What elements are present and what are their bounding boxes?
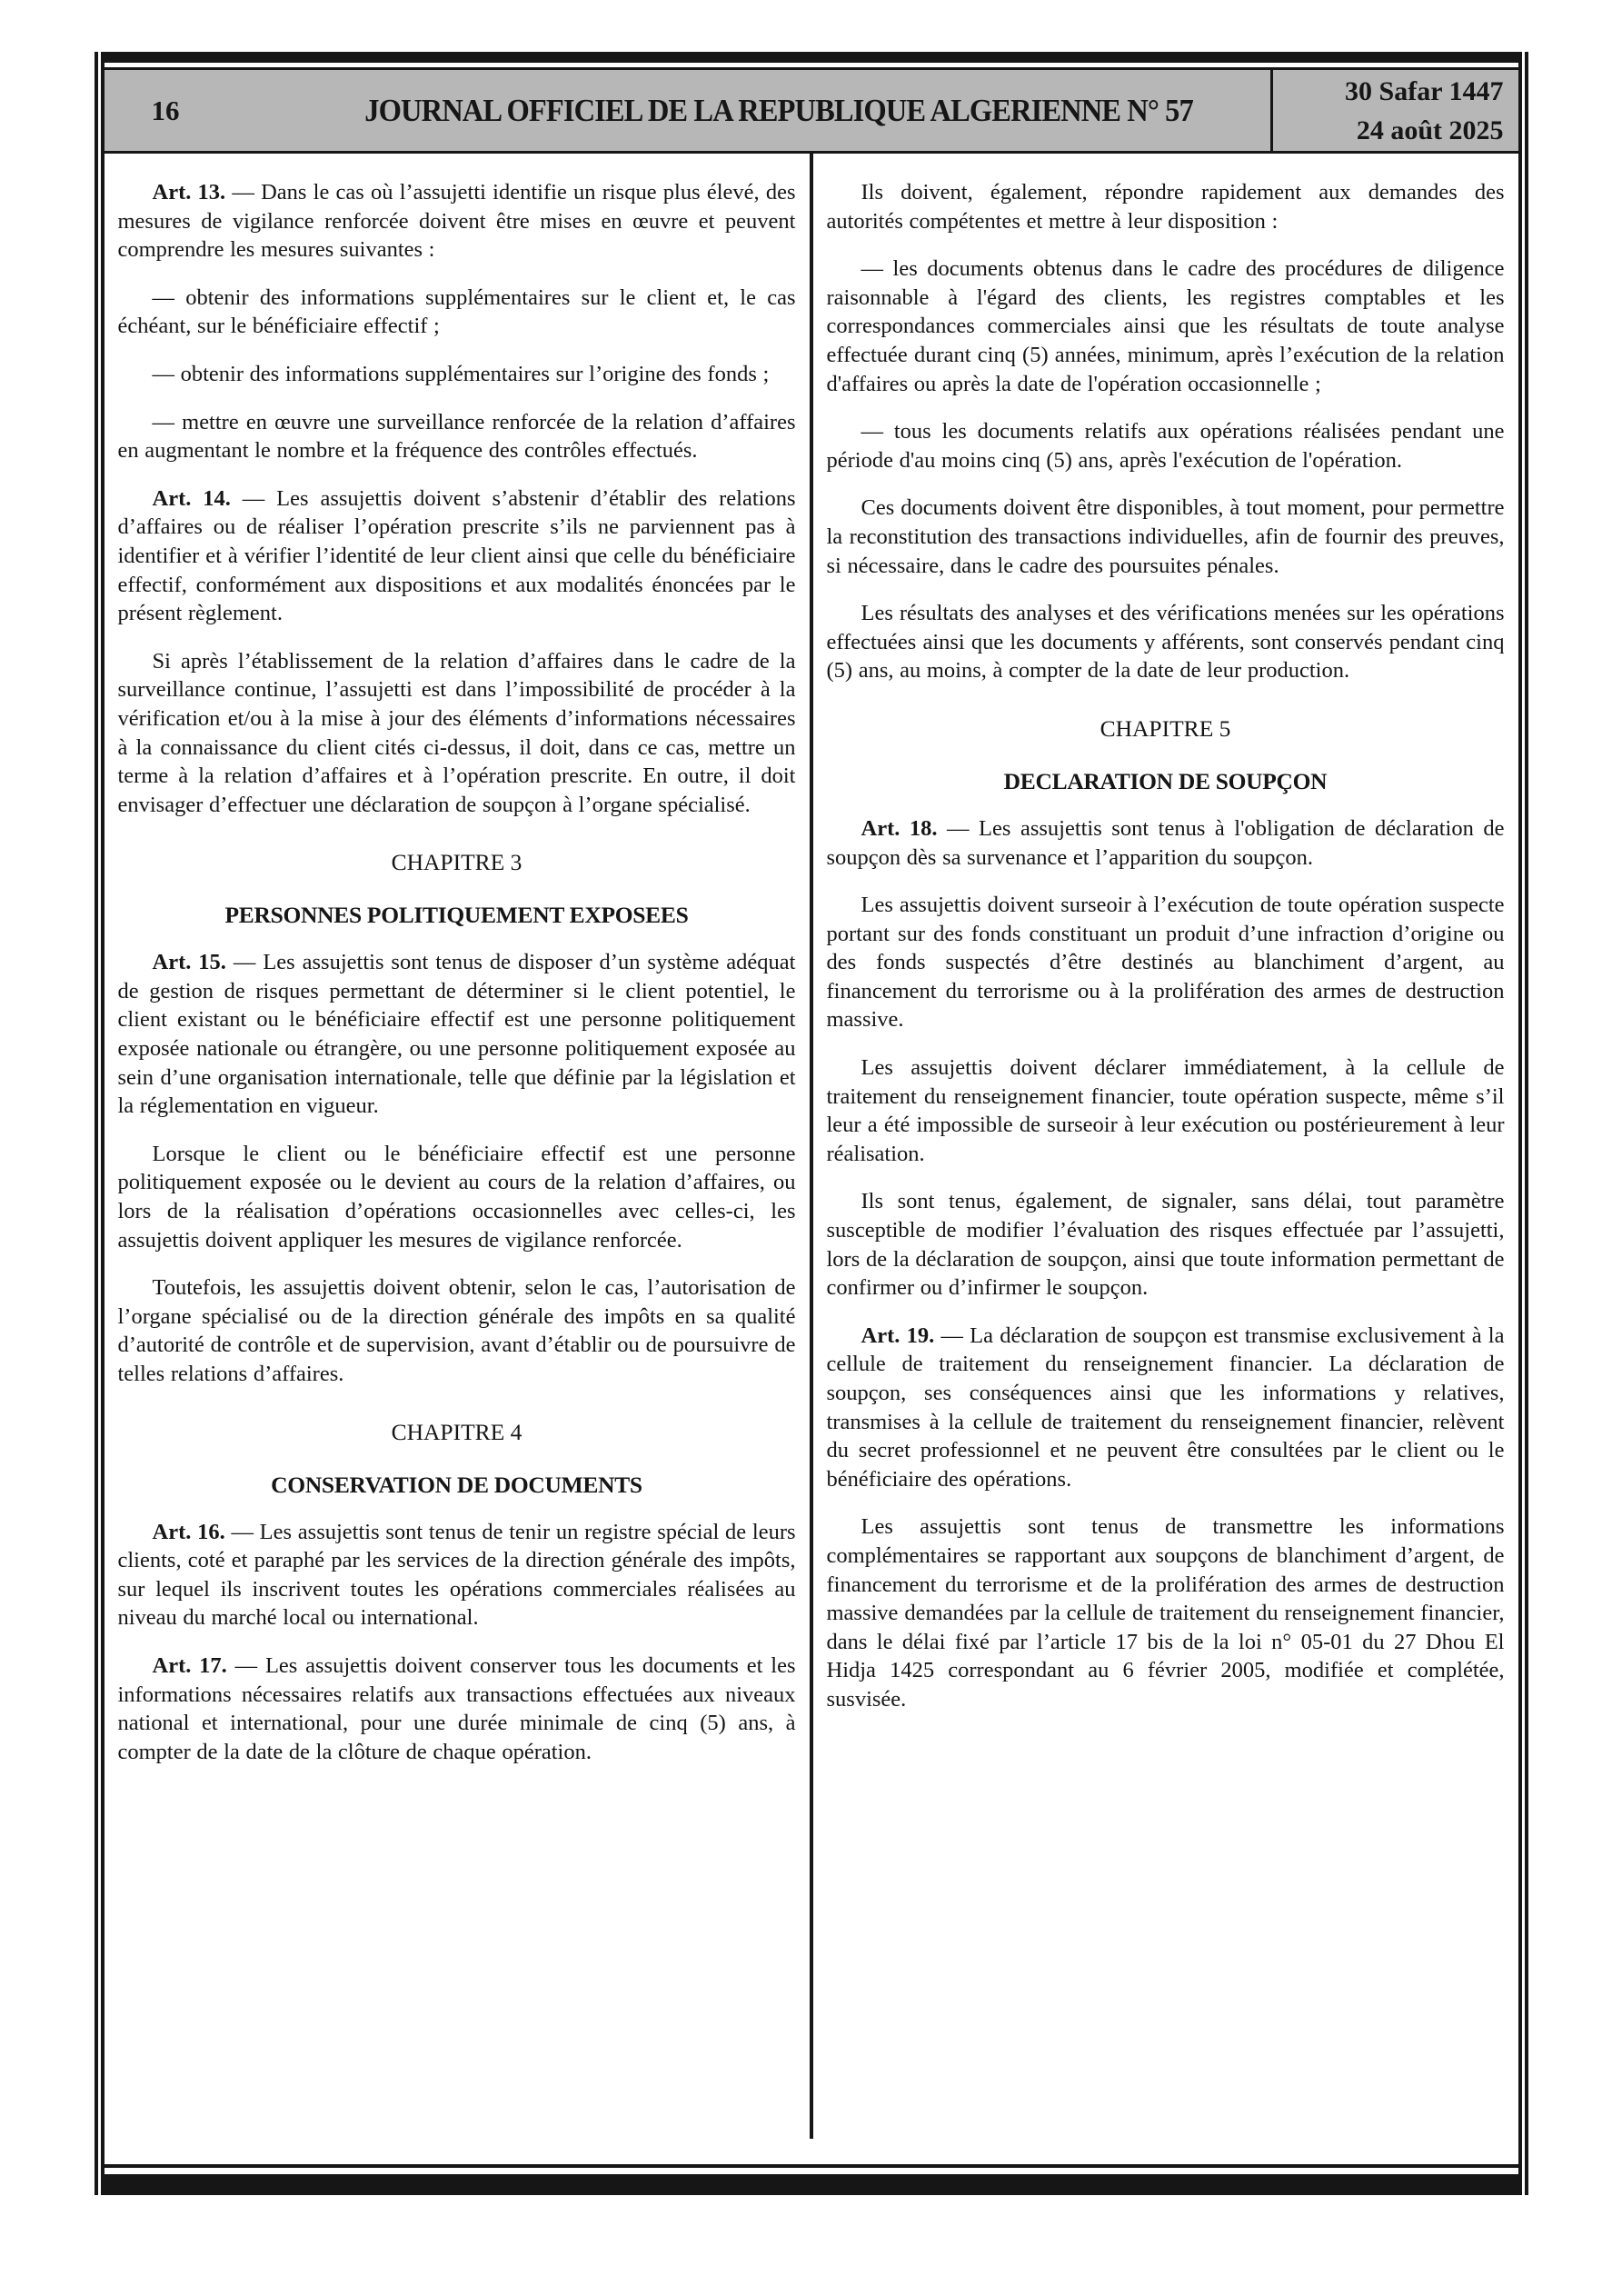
journal-title-cell xyxy=(288,70,1270,151)
chapter-heading: CHAPITRE 5 xyxy=(1100,714,1231,742)
article-number: Art. 19. xyxy=(861,1323,941,1348)
page-number: 16 xyxy=(151,94,180,126)
list-item: — les documents obtenus dans le cadre des procédures de diligence raisonnable à l'égard des clients, les registres comptables et les correspondances commerciales ainsi que les résultats de toute analyse effectuée durant cinq (5) années, minimum, après l’exécution de la relation d'affaires ou après la date de l'opération occasionnelle ; xyxy=(826,256,1505,396)
chapter-heading: CHAPITRE 4 xyxy=(391,1418,522,1445)
bottom-rule-gap xyxy=(104,2168,1518,2174)
article-number: Art. 18. xyxy=(861,815,948,841)
paragraph: Les assujettis doivent surseoir à l’exécution de toute opération suspecte portant sur des fonds constituant un produit d’une infraction d’origine ou des fonds suspectés d’être destinés au blanchiment d’argent, au financement du terrorisme ou à la prolifération des armes de destruction massive. xyxy=(826,893,1505,1033)
list-item: — obtenir des informations supplémentaires sur le client et, le cas échéant, sur le bénéficiaire effectif ; xyxy=(117,285,796,339)
journal-page-frame xyxy=(95,52,1528,2195)
column-right xyxy=(813,154,1518,2164)
top-rule xyxy=(104,52,1518,63)
paragraph: Ils sont tenus, également, de signaler, sans délai, tout paramètre susceptible de modifier l’évaluation des risques effectuée par l’assujetti, lors de la déclaration de soupçon, ainsi que toute information permettant de confirmer ou d’infirmer le soupçon. xyxy=(826,1189,1505,1301)
article-paragraph: Art. 15. — Les assujettis sont tenus de disposer d’un système adéquat de gestion de risques permettant de déterminer si le client potentiel, le client existant ou le bénéficiaire effectif est une personne politiquement exposée nationale ou étrangère, ou une personne politiquement exposée au sein d’une organisation internationale, telle que définie par la législation et la réglementation en vigueur. xyxy=(117,950,796,1119)
paragraph: Les résultats des analyses et des vérifications menées sur les opérations effectuées ainsi que les documents y afférents, sont conservés pendant cinq (5) ans, au moins, à compter de la date de leur production. xyxy=(826,601,1505,684)
article-paragraph: Art. 18. — Les assujettis sont tenus à l'obligation de déclaration de soupçon dès sa survenance et l’apparition du soupçon. xyxy=(826,815,1505,870)
page-header-band xyxy=(104,67,1518,154)
chapter-heading: CHAPITRE 3 xyxy=(391,849,522,876)
page-content xyxy=(104,154,1518,2164)
bottom-thick-rule xyxy=(104,2174,1518,2195)
chapter-title: CONSERVATION DE DOCUMENTS xyxy=(271,1471,642,1498)
article-paragraph: Art. 17. — Les assujettis doivent conserver tous les documents et les informations nécessaires relatifs aux transactions effectuées aux niveaux national et international, pour une durée minimale de cinq (5) ans, à compter de la date de la clôture de chaque opération. xyxy=(117,1652,796,1764)
article-paragraph: Art. 14. — Les assujettis doivent s’abstenir d’établir des relations d’affaires ou de réaliser l’opération prescrite s’ils ne parviennent pas à identifier et à vérifier l’identité de leur client ainsi que celle du bénéficiaire effectif, conformément aux dispositions et aux modalités énoncées par le présent règlement. xyxy=(117,485,796,626)
article-number: Art. 13. xyxy=(152,180,233,205)
article-number: Art. 17. xyxy=(152,1652,235,1678)
paragraph: Ces documents doivent être disponibles, à tout moment, pour permettre la reconstitution des transactions individuelles, afin de fournir des preuves, si nécessaire, dans le cadre des poursuites pénales. xyxy=(826,495,1505,578)
paragraph: Si après l’établissement de la relation d’affaires dans le cadre de la surveillance continue, l’assujetti est dans l’impossibilité de procéder à la vérification et/ou à la mise à jour des éléments d’informations nécessaires à la connaissance du client cités ci-dessus, il doit, dans ce cas, mettre un terme à la relation d’affaires et à l’opération prescrite. En outre, il doit envisager d’effectuer une déclaration de soupçon à l’organe spécialisé. xyxy=(117,648,796,817)
list-item: — tous les documents relatifs aux opérations réalisées pendant une période d'au moins cinq (5) ans, après l'exécution de l'opération. xyxy=(826,419,1505,473)
issue-date-gregorian: 24 août 2025 xyxy=(1356,115,1504,145)
paragraph: Ils doivent, également, répondre rapidement aux demandes des autorités compétentes et mettre à leur disposition : xyxy=(826,180,1505,234)
paragraph: Toutefois, les assujettis doivent obtenir, selon le cas, l’autorisation de l’organe spécialisé ou de la direction générale des impôts en sa qualité d’autorité de contrôle et de supervision, avant d’établir ou de poursuivre de telles relations d’affaires. xyxy=(117,1275,796,1386)
article-paragraph: Art. 19. — La déclaration de soupçon est transmise exclusivement à la cellule de traitement du renseignement financier. La déclaration de soupçon, ses conséquences ainsi que les informations y relatives, transmises à la cellule de traitement du renseignement financier, relèvent du secret professionnel et ne peuvent être consultées par le client ou le bénéficiaire des opérations. xyxy=(826,1323,1505,1492)
article-paragraph: Art. 16. — Les assujettis sont tenus de tenir un registre spécial de leurs clients, coté et paraphé par les services de la direction générale des impôts, sur lequel ils inscrivent toutes les opérations commerciales réalisées au niveau du marché local ou international. xyxy=(117,1519,796,1631)
article-number: Art. 15. xyxy=(152,950,234,975)
chapter-title: DECLARATION DE SOUPÇON xyxy=(1003,767,1328,794)
journal-title: JOURNAL OFFICIEL DE LA REPUBLIQUE ALGERIENNE N° 57 xyxy=(364,92,1193,128)
list-item: — obtenir des informations supplémentaires sur l’origine des fonds ; xyxy=(152,361,770,386)
issue-date-box xyxy=(1270,70,1518,151)
chapter-title: PERSONNES POLITIQUEMENT EXPOSEES xyxy=(224,902,689,929)
issue-date-hijri: 30 Safar 1447 xyxy=(1345,75,1504,106)
paragraph: Les assujettis sont tenus de transmettre les informations complémentaires se rapportant aux soupçons de blanchiment d’argent, de financement du terrorisme et de la prolifération des armes de destruction massive demandées par la cellule de traitement du renseignement financier, dans le délai fixé par l’article 17 bis de la loi n° 05-01 du 27 Dhou El Hidja 1425 correspondant au 6 février 2005, modifiée et complétée, susvisée. xyxy=(826,1514,1505,1712)
article-number: Art. 16. xyxy=(152,1519,232,1544)
list-item: — mettre en œuvre une surveillance renforcée de la relation d’affaires en augmentant le nombre et la fréquence des contrôles effectués. xyxy=(117,409,796,464)
paragraph: Les assujettis doivent déclarer immédiatement, à la cellule de traitement du renseignement financier, toute opération suspecte, même s’il leur a été impossible de surseoir à leur exécution ou postérieurement à leur réalisation. xyxy=(826,1055,1505,1166)
column-left xyxy=(104,154,810,2164)
paragraph: Lorsque le client ou le bénéficiaire effectif est une personne politiquement exposée ou le devient au cours de la relation d’affaires, ou lors de la réalisation d’opérations occasionnelles avec celles-ci, les assujettis doivent appliquer les mesures de vigilance renforcée. xyxy=(117,1141,796,1253)
article-paragraph: Art. 13. — Dans le cas où l’assujetti identifie un risque plus élevé, des mesures de vigilance renforcée doivent être mises en œuvre et peuvent comprendre les mesures suivantes : xyxy=(117,180,796,263)
article-number: Art. 14. xyxy=(152,485,243,511)
